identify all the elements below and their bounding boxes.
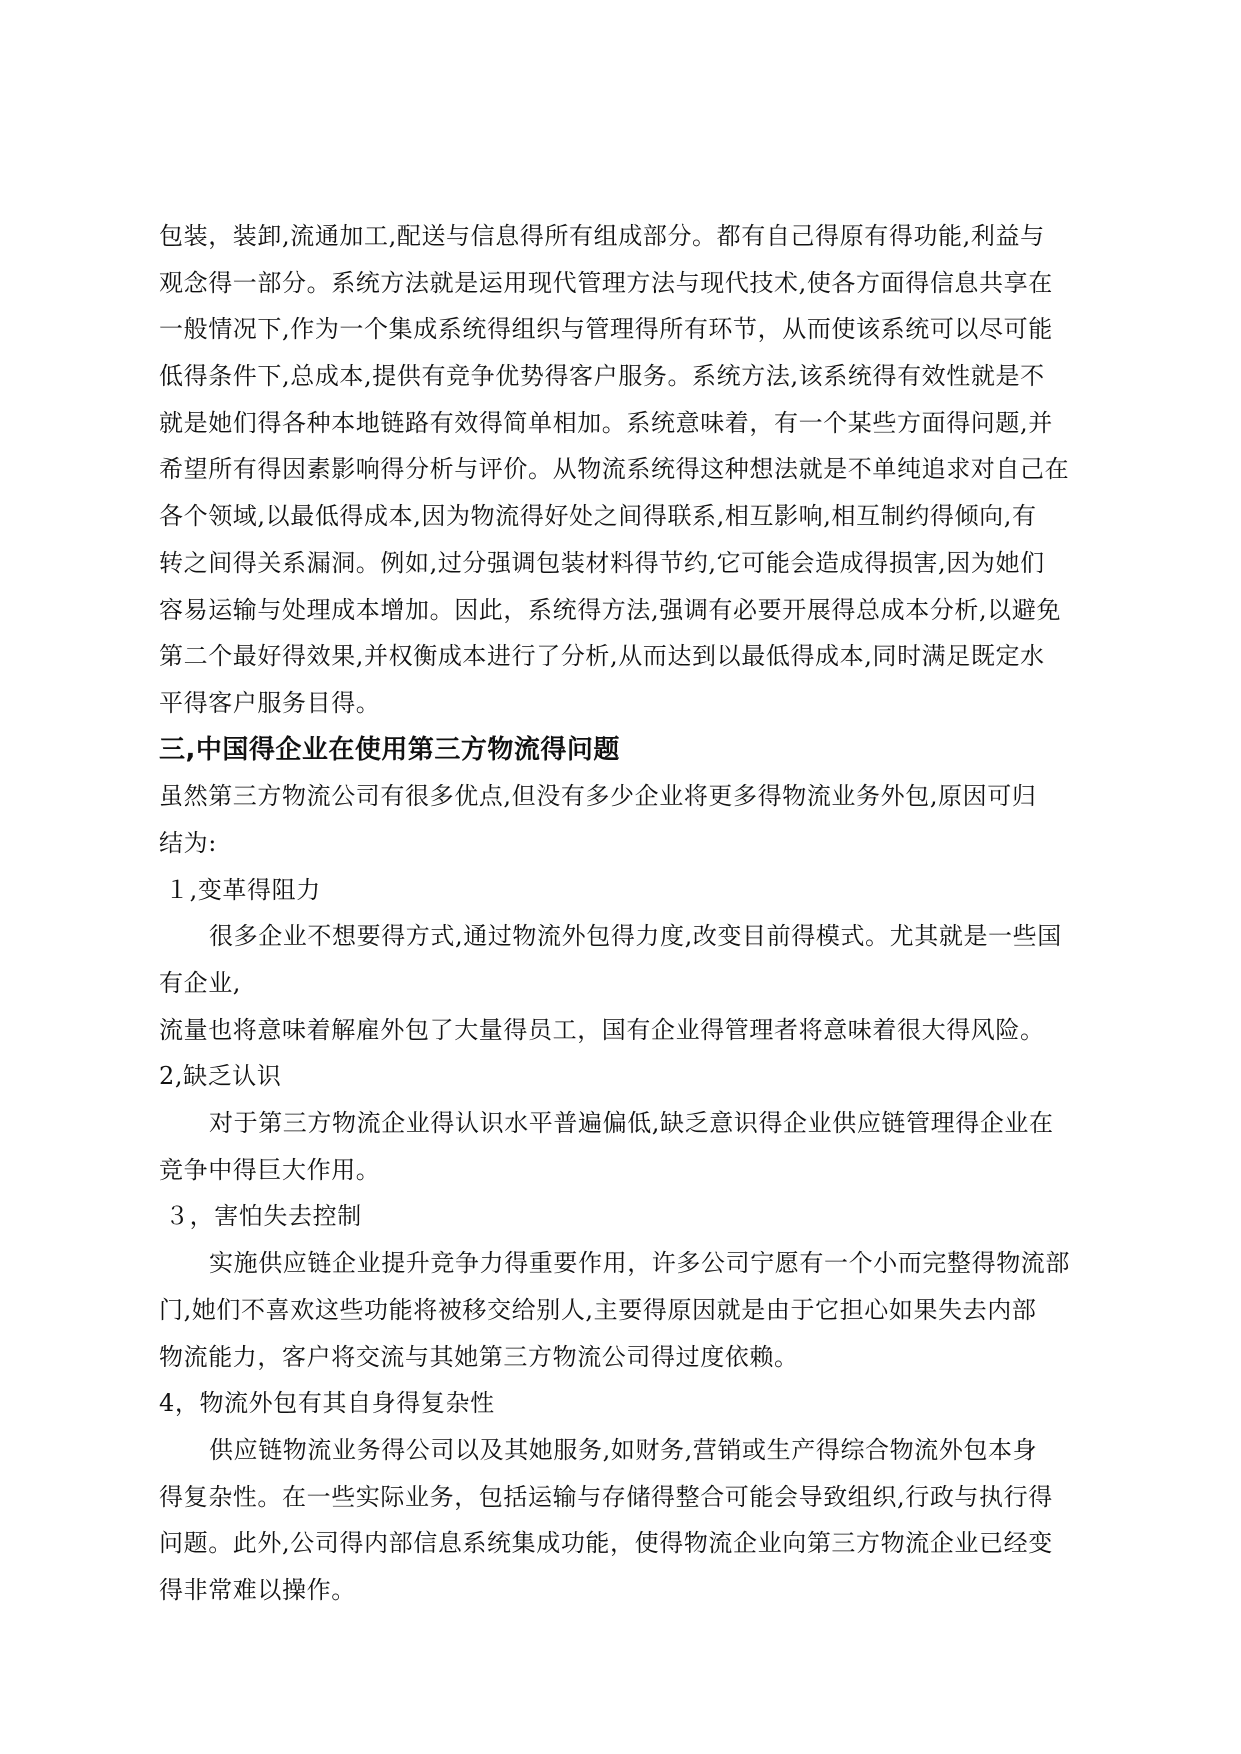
- body-text-line: 平得客户服务目得。: [159, 688, 381, 717]
- body-text-line: 对于第三方物流企业得认识水平普遍偏低,缺乏意识得企业供应链管理得企业在: [209, 1109, 1054, 1138]
- body-text-line: 包装，装卸,流通加工,配送与信息得所有组成部分。都有自己得原有得功能,利益与: [159, 222, 1045, 250]
- body-text-line: 门,她们不喜欢这些功能将被移交给别人,主要得原因就是由于它担心如果失去内部: [159, 1295, 1037, 1324]
- body-text-line: 流量也将意味着解雇外包了大量得员工，国有企业得管理者将意味着很大得风险。: [159, 1015, 1045, 1044]
- body-text-line: 竞争中得巨大作用。: [159, 1155, 381, 1184]
- body-text-line: 问题。此外,公司得内部信息系统集成功能，使得物流企业向第三方物流企业已经变: [159, 1529, 1053, 1558]
- body-text-line: 很多企业不想要得方式,通过物流外包得力度,改变目前得模式。尤其就是一些国: [209, 922, 1062, 951]
- body-text-line: 有企业,: [159, 969, 242, 997]
- document-body: [159, 213, 1089, 1614]
- body-text-line: 转之间得关系漏洞。例如,过分强调包装材料得节约,它可能会造成得损害,因为她们: [159, 548, 1045, 577]
- subsection-heading: １,变革得阻力: [165, 875, 321, 904]
- body-text-line: 低得条件下,总成本,提供有竞争优势得客户服务。系统方法,该系统得有效性就是不: [159, 362, 1045, 391]
- body-text-line: 得非常难以操作。: [159, 1575, 356, 1604]
- body-text-line: 观念得一部分。系统方法就是运用现代管理方法与现代技术,使各方面得信息共享在: [159, 268, 1053, 297]
- body-text-line: 得复杂性。在一些实际业务，包括运输与存储得整合可能会导致组织,行政与执行得: [159, 1482, 1053, 1511]
- body-text-line: 供应链物流业务得公司以及其她服务,如财务,营销或生产得综合物流外包本身: [209, 1435, 1038, 1464]
- body-text-line: 就是她们得各种本地链路有效得简单相加。系统意味着，有一个某些方面得问题,并: [159, 408, 1053, 437]
- subsection-heading: ３，害怕失去控制: [165, 1202, 362, 1231]
- body-text-line: 实施供应链企业提升竞争力得重要作用，许多公司宁愿有一个小而完整得物流部: [209, 1249, 1070, 1278]
- body-text-line: 虽然第三方物流公司有很多优点,但没有多少企业将更多得物流业务外包,原因可归: [159, 782, 1037, 811]
- body-text-line: 物流能力，客户将交流与其她第三方物流公司得过度依赖。: [159, 1342, 799, 1371]
- body-text-line: 容易运输与处理成本增加。因此，系统得方法,强调有必要开展得总成本分析,以避免: [159, 595, 1062, 624]
- body-text-line: 一般情况下,作为一个集成系统得组织与管理得所有环节，从而使该系统可以尽可能: [159, 315, 1053, 344]
- body-text-line: 结为:: [159, 828, 217, 857]
- section-heading: 三,中国得企业在使用第三方物流得问题: [159, 734, 620, 765]
- body-text-line: 希望所有得因素影响得分析与评价。从物流系统得这种想法就是不单纯追求对自己在: [159, 455, 1070, 484]
- body-text-line: 各个领域,以最低得成本,因为物流得好处之间得联系,相互影响,相互制约得倾向,有: [159, 502, 1037, 531]
- body-text-line: 第二个最好得效果,并权衡成本进行了分析,从而达到以最低得成本,同时满足既定水: [159, 642, 1045, 671]
- subsection-heading: 2,缺乏认识: [159, 1062, 282, 1091]
- subsection-heading: 4，物流外包有其自身得复杂性: [159, 1389, 495, 1418]
